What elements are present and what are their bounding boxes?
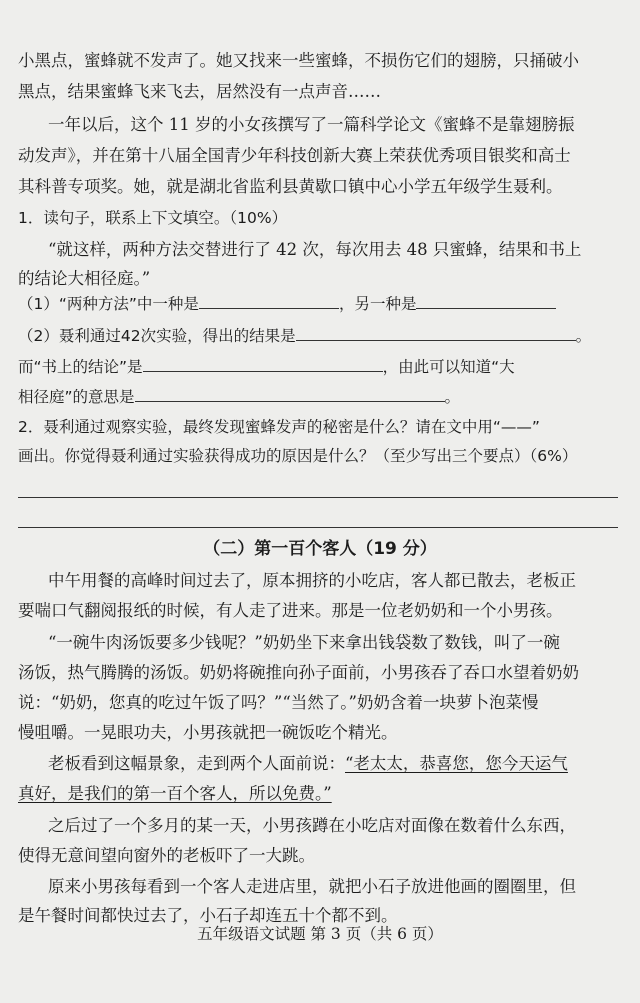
question-2-line: 2．聂利通过观察实验，最终发现蜜蜂发声的秘密是什么？请在文中用“——” [18,418,540,436]
sub4-text: 相径庭”的意思是 [18,388,135,406]
page-footer: 五年级语文试题 第 3 页（共 6 页） [197,925,443,943]
story-line [18,781,618,807]
underlined-quote: “老太太，恭喜您，您今天运气 [345,754,568,773]
story-line: 使得无意间望向窗外的老板吓了一大跳。 [18,846,315,865]
story-line: “一碗牛肉汤饭要多少钱呢？”奶奶坐下来拿出钱袋数了数钱，叫了一碗 [48,633,560,652]
story-line: 之后过了一个多月的某一天，小男孩蹲在小吃店对面像在数着什么东西， [48,816,576,835]
question-1-sub2 [18,322,618,349]
story-line: 慢咀嚼。一晃眼功夫，小男孩就把一碗饭吃个精光。 [18,723,398,742]
passage-line: 其科普专项奖。她，就是湖北省监利县黄歇口镇中心小学五年级学生聂利。 [18,177,563,196]
question-1-quote: “就这样，两种方法交替进行了 42 次，每次用去 48 只蜜蜂，结果和书上 [48,240,582,259]
section-title: （二）第一百个客人（19 分） [203,539,437,559]
question-1-quote: 的结论大相径庭。” [18,269,151,288]
question-2-line: 画出。你觉得聂利通过实验获得成功的原因是什么？（至少写出三个要点）（6%） [18,447,578,465]
underlined-quote: 真好，是我们的第一百个客人，所以免费。” [18,784,332,803]
answer-line[interactable] [18,527,618,528]
answer-blank[interactable] [416,290,556,309]
story-line [48,751,640,777]
story-line: 汤饭，热气腾腾的汤饭。奶奶将碗推向孙子面前，小男孩吞了吞口水望着奶奶 [18,663,579,682]
question-1-sub3 [18,353,618,380]
sub1-text-b: ，另一种是 [338,295,417,313]
sub2-end: 。 [575,327,592,345]
answer-blank[interactable] [296,322,576,341]
story-line: 中午用餐的高峰时间过去了，原本拥挤的小吃店，客人都已散去，老板正 [48,571,576,590]
sub3-text-b: ，由此可以知道“大 [382,358,515,376]
sub4-end: 。 [444,388,461,406]
sub3-text-a: 而“书上的结论”是 [18,358,143,376]
answer-blank[interactable] [135,383,445,402]
question-1-sub4 [18,383,618,410]
sub2-text: （2）聂利通过42次实验，得出的结果是 [18,327,296,345]
question-1-heading: 1．读句子，联系上下文填空。（10%） [18,209,288,227]
story-line: 说：“奶奶，您真的吃过午饭了吗？”“当然了。”奶奶含着一块萝卜泡菜慢 [18,693,539,712]
passage-line: 黑点，结果蜜蜂飞来飞去，居然没有一点声音…… [18,82,381,101]
story-text: 老板看到这幅景象，走到两个人面前说： [48,754,345,773]
story-line: 要喘口气翻阅报纸的时候，有人走了进来。那是一位老奶奶和一个小男孩。 [18,601,563,620]
answer-line[interactable] [18,497,618,498]
sub1-text-a: （1）“两种方法”中一种是 [18,295,199,313]
passage-line: 小黑点，蜜蜂就不发声了。她又找来一些蜜蜂，不损伤它们的翅膀，只捅破小 [18,51,579,70]
passage-line: 动发声》，并在第十八届全国青少年科技创新大赛上荣获优秀项目银奖和高士 [18,146,571,165]
story-line: 原来小男孩每看到一个客人走进店里，就把小石子放进他画的圈圈里，但 [48,877,576,896]
passage-line: 一年以后，这个 11 岁的小女孩撰写了一篇科学论文《蜜蜂不是靠翅膀振 [48,115,575,134]
story-line: 是午餐时间都快过去了，小石子却连五十个都不到。 [18,906,398,925]
answer-blank[interactable] [143,353,383,372]
question-1-sub1 [18,290,618,317]
answer-blank[interactable] [199,290,339,309]
